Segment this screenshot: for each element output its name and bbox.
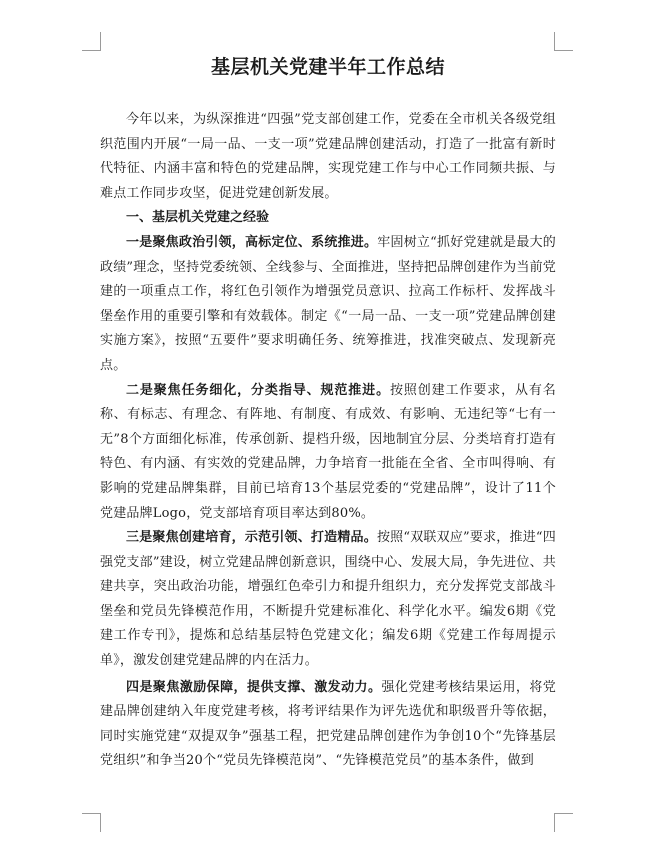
item-text-2: 按照创建工作要求，从有名称、有标志、有理念、有阵地、有制度、有成效、有影响、无违纪等“七有一无”8个方面细化标准，传承创新、提档升级，因地制宜分层、分类培育打造有特色、有内涵、有实效的党建品牌，力争培育一批能在全省、全市叫得响、有影响的党建品牌集群，目前已培育13个基层党委的“党建品牌”，设计了11个党建品牌Logo，党支部培育项目率达到80%。 (100, 382, 556, 521)
item-lead-4: 四是聚焦激励保障，提供支撑、激发动力。 (126, 679, 382, 695)
page-corner-mark-bottom-right (554, 813, 573, 832)
item-paragraph-1 (100, 231, 556, 379)
item-lead-3: 三是聚焦创建培育，示范引领、打造精品。 (126, 530, 377, 546)
intro-paragraph: 今年以来，为纵深推进“四强”党支部创建工作，党委在全市机关各级党组织范围内开展“一局一品、一支一项”党建品牌创建活动，打造了一批富有新时代特征、内涵丰富和特色的党建品牌，实现党建工作与中心工作同频共振、与难点工作同步攻坚，促进党建创新发展。 (100, 112, 556, 201)
item-paragraph-3 (100, 526, 556, 674)
page-corner-mark-top-right (554, 32, 573, 51)
item-text-1: 牢固树立“抓好党建就是最大的政绩”理念，坚持党委统领、全线参与、全面推进，坚持把品牌创建作为当前党建的一项重点工作，将红色引领作为增强党员意识、拉高工作标杆、发挥战斗堡垒作用的重要引擎和有效载体。制定《“一局一品、一支一项”党建品牌创建实施方案》，按照“五要件”要求明确任务、统筹推进，找准突破点、发现新亮点。 (100, 234, 556, 373)
item-text-3: 按照“双联双应”要求，推进“四强党支部”建设，树立党建品牌创新意识，围绕中心、发展大局，争先进位、共建共享，突出政治功能，增强红色牵引力和提升组织力，充分发挥党支部战斗堡垒和党员先锋模范作用，不断提升党建标准化、科学化水平。编发6期《党建工作专刊》，提炼和总结基层特色党建文化；编发6期《党建工作每周提示单》，激发创建党建品牌的内在活力。 (100, 530, 556, 669)
document-body (100, 52, 556, 774)
page-corner-mark-bottom-left (82, 813, 101, 832)
item-lead-1: 一是聚焦政治引领，高标定位、系统推进。 (126, 234, 378, 250)
page-corner-mark-top-left (82, 32, 101, 51)
item-text-4: 强化党建考核结果运用，将党建品牌创建纳入年度党建考核，将考评结果作为评先选优和职级晋升等依据，同时实施党建“双提双争”强基工程，把党建品牌创建作为争创10个“先锋基层党组织”和争当20个“党员先锋模范岗”、“先锋模范党员”的基本条件，做到 (100, 679, 556, 769)
item-paragraph-2 (100, 379, 556, 527)
section-heading: 一、基层机关党建之经验 (126, 210, 270, 226)
item-lead-2: 二是聚焦任务细化，分类指导、规范推进。 (126, 382, 390, 398)
document-title: 基层机关党建半年工作总结 (210, 56, 445, 78)
item-paragraph-4 (100, 676, 556, 774)
